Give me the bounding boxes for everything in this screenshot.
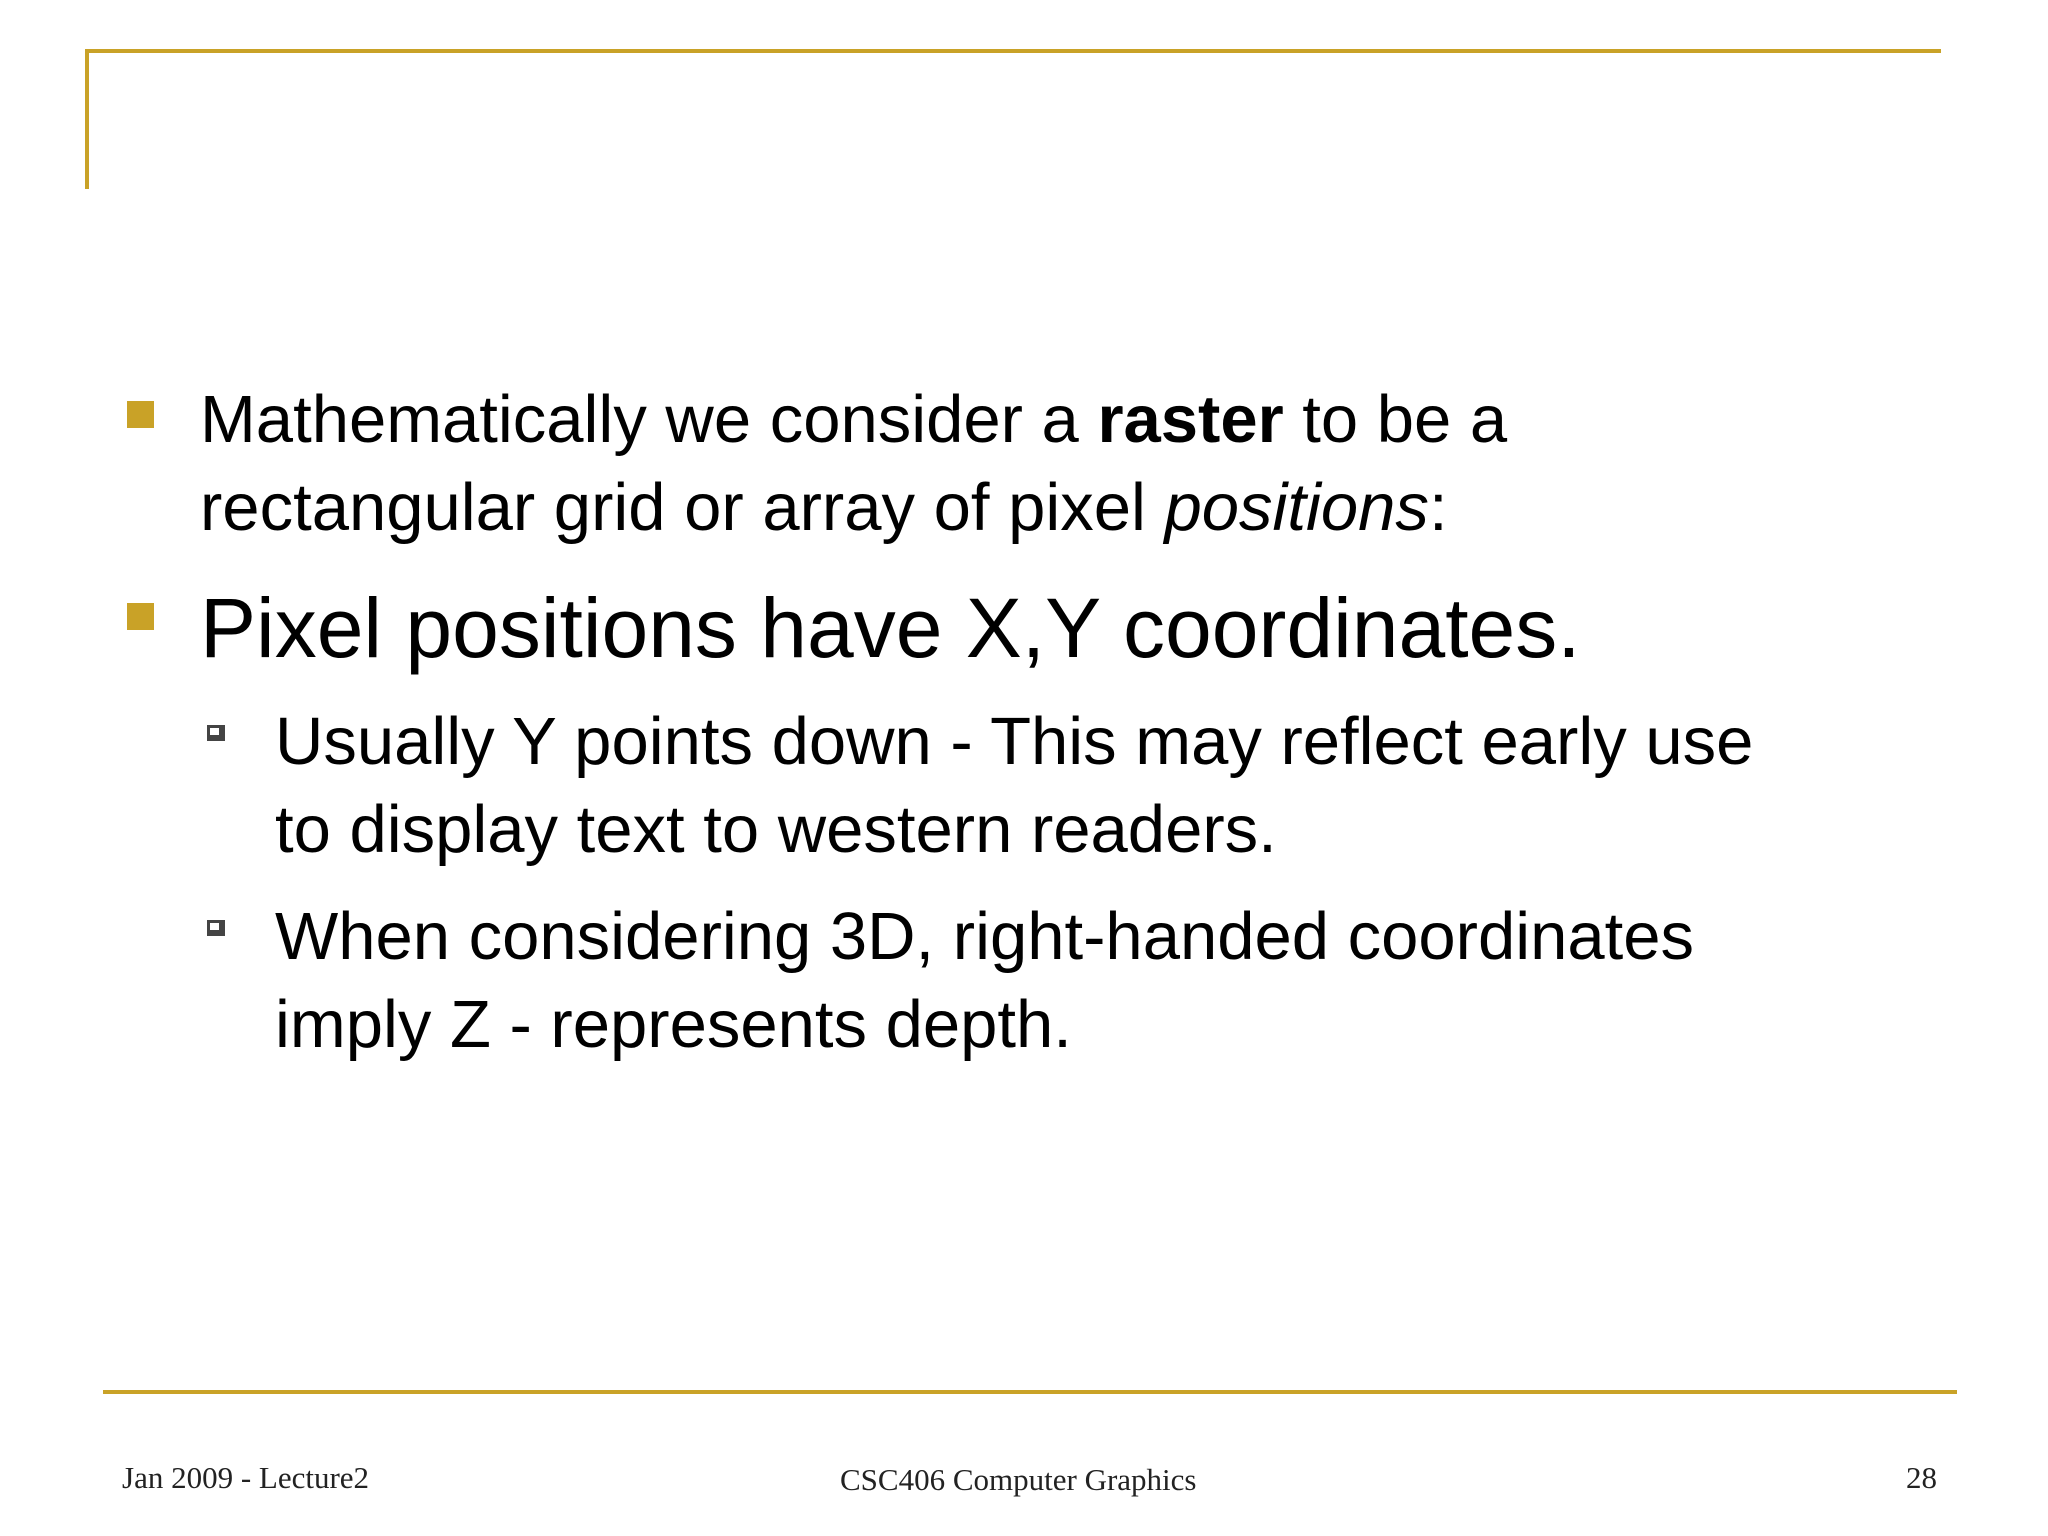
hollow-square-bullet-icon [207,725,225,741]
square-bullet-icon [127,603,154,630]
bullet-1-line-2 [200,463,1448,553]
bullet-1-text-c: rectangular grid or array of pixel [200,470,1165,545]
bullet-1-text-b: to be a [1283,382,1508,457]
bullet-1-text-a: Mathematically we consider a [200,382,1098,457]
subbullet-1-line-2: to display text to western readers. [275,792,1277,867]
footer-date-lecture: Jan 2009 - Lecture2 [122,1460,370,1495]
bullet-1-text-d: : [1428,470,1448,545]
bullet-1-italic-term: positions [1164,470,1429,545]
bullet-1-line-1 [200,375,1507,465]
hollow-square-bullet-icon [207,920,225,936]
subbullet-1-line-1: Usually Y points down - This may reflect early use [275,704,1754,779]
subbullet-2-line-2: imply Z - represents depth. [275,987,1072,1062]
square-bullet-icon [127,401,154,428]
subbullet-2-line-1: When considering 3D, right-handed coordinates [275,899,1695,974]
bullet-2-text: Pixel positions have X,Y coordinates. [200,581,1581,675]
bullet-1-bold-term: raster [1097,382,1284,457]
slide-number: 28 [1906,1460,1937,1495]
footer-course-title: CSC406 Computer Graphics [840,1462,1197,1497]
footer-rule [103,1390,1957,1394]
